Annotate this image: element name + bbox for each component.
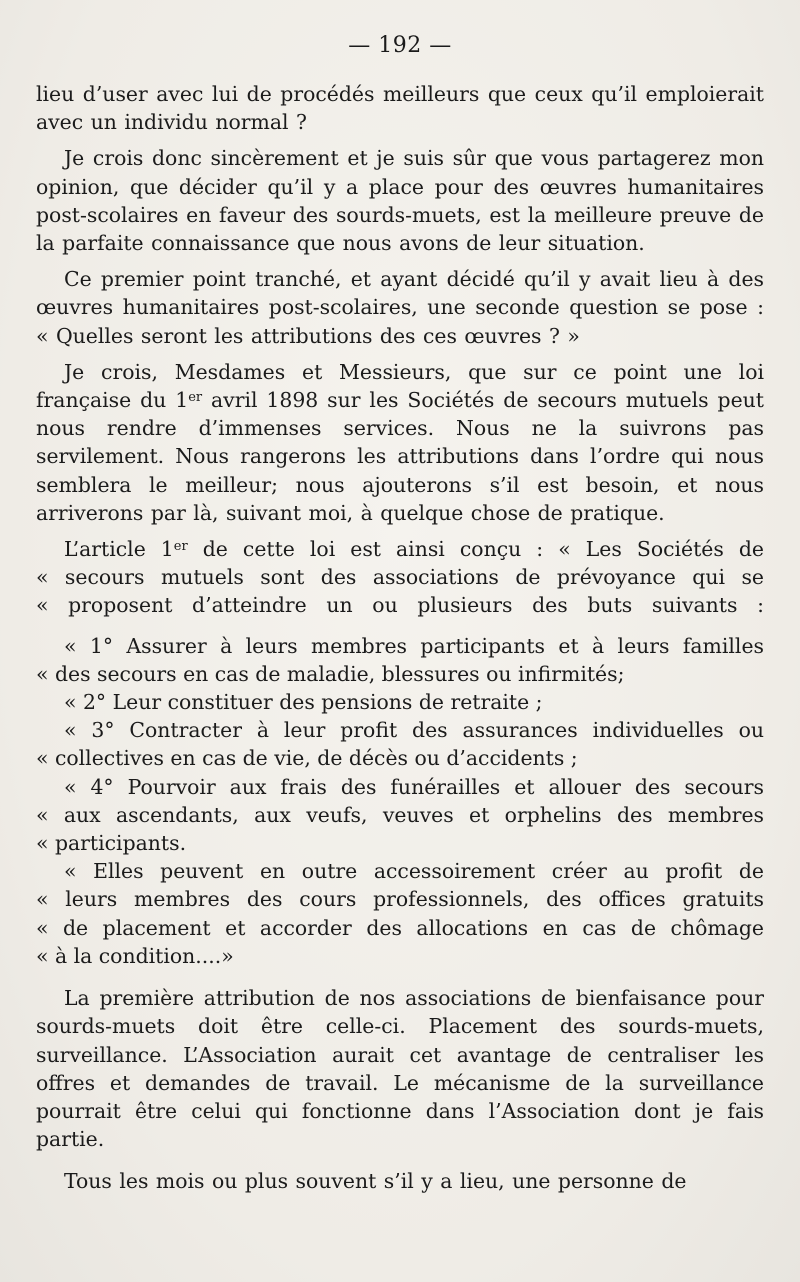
article-line-3: « proposent d’atteindre un ou plusieurs des buts suivants :	[36, 593, 764, 618]
paragraph-1: lieu d’user avec lui de procédés meilleurs que ceux qu’il emploierait avec un individu normal ?	[36, 82, 764, 135]
item-5-line-3: « de placement et accorder des allocations en cas de chômage	[36, 915, 764, 940]
paragraph-2: Je crois donc sincèrement et je suis sûr que vous partagerez mon opinion, que décider qu’il y a place pour des œuvres humanitaires post-scolaires en faveur des sourds-muets, est la meilleure preuve de la parfaite connaissance que nous avons de leur situation.	[36, 146, 764, 256]
item-5-line-1: « Elles peuvent en outre accessoirement créer au profit de	[64, 859, 764, 884]
paragraph-4-superscript: er	[188, 390, 203, 406]
item-3-line-2: « collectives en cas de vie, de décès ou d’accidents ;	[36, 746, 578, 771]
paragraph-4-part-a: Je crois, Mesdames et Messieurs, que sur ce point une loi française du 1	[36, 359, 764, 413]
article-line-1-part-a: L’article 1	[64, 537, 174, 562]
item-5-line-2: « leurs membres des cours professionnels, des offices gratuits	[36, 887, 764, 912]
article-line-1-superscript: er	[173, 539, 188, 555]
article-line-1-part-b: de cette loi est ainsi conçu : « Les Sociétés de	[187, 537, 764, 562]
item-4-line-1: « 4° Pourvoir aux frais des funérailles et allouer des secours	[64, 774, 764, 799]
paragraph-3: Ce premier point tranché, et ayant décidé qu’il y avait lieu à des œuvres humanitaires post-scolaires, une seconde question se pose : « Quelles seront les attributions des ces œuvres ? »	[36, 267, 764, 348]
paragraph-10: Tous les mois ou plus souvent s’il y a lieu, une personne de	[64, 1169, 687, 1194]
item-3-line-1: « 3° Contracter à leur profit des assurances individuelles ou	[64, 718, 764, 743]
page-number: — 192 —	[348, 33, 452, 58]
item-1-line-2: « des secours en cas de maladie, blessures ou infirmités;	[36, 661, 625, 686]
item-1-line-1: « 1° Assurer à leurs membres participants et à leurs familles	[64, 633, 764, 658]
item-4-line-2: « aux ascendants, aux veufs, veuves et orphelins des membres	[36, 802, 764, 827]
paragraph-9: La première attribution de nos associations de bienfaisance pour sourds-muets doit être celle-ci. Placement des sourds-muets, surveillance. L’Association aurait cet avantage de centraliser les offres et demandes de travail. Le mécanisme de la surveillance pourrait être celui qui fonctionne dans l’Association dont je fais partie.	[36, 986, 764, 1152]
paragraph-4	[36, 358, 764, 527]
paragraph-4-part-b: avril 1898 sur les Sociétés de secours mutuels peut nous rendre d’immenses services. Nous ne la suivrons pas servilement. Nous rangerons les attributions dans l’ordre qui nous semblera le meilleur; nous ajouterons s’il est besoin, et nous arriverons par là, suivant moi, à quelque chose de pratique.	[36, 388, 764, 525]
article-quote	[36, 535, 764, 620]
article-line-1	[36, 535, 764, 563]
item-4-line-3: « participants.	[36, 831, 187, 856]
item-2-line-1: « 2° Leur constituer des pensions de retraite ;	[64, 690, 543, 715]
item-5-line-4: « à la condition....»	[36, 943, 234, 968]
article-line-2: « secours mutuels sont des associations de prévoyance qui se	[36, 565, 764, 590]
article-items	[36, 632, 764, 970]
